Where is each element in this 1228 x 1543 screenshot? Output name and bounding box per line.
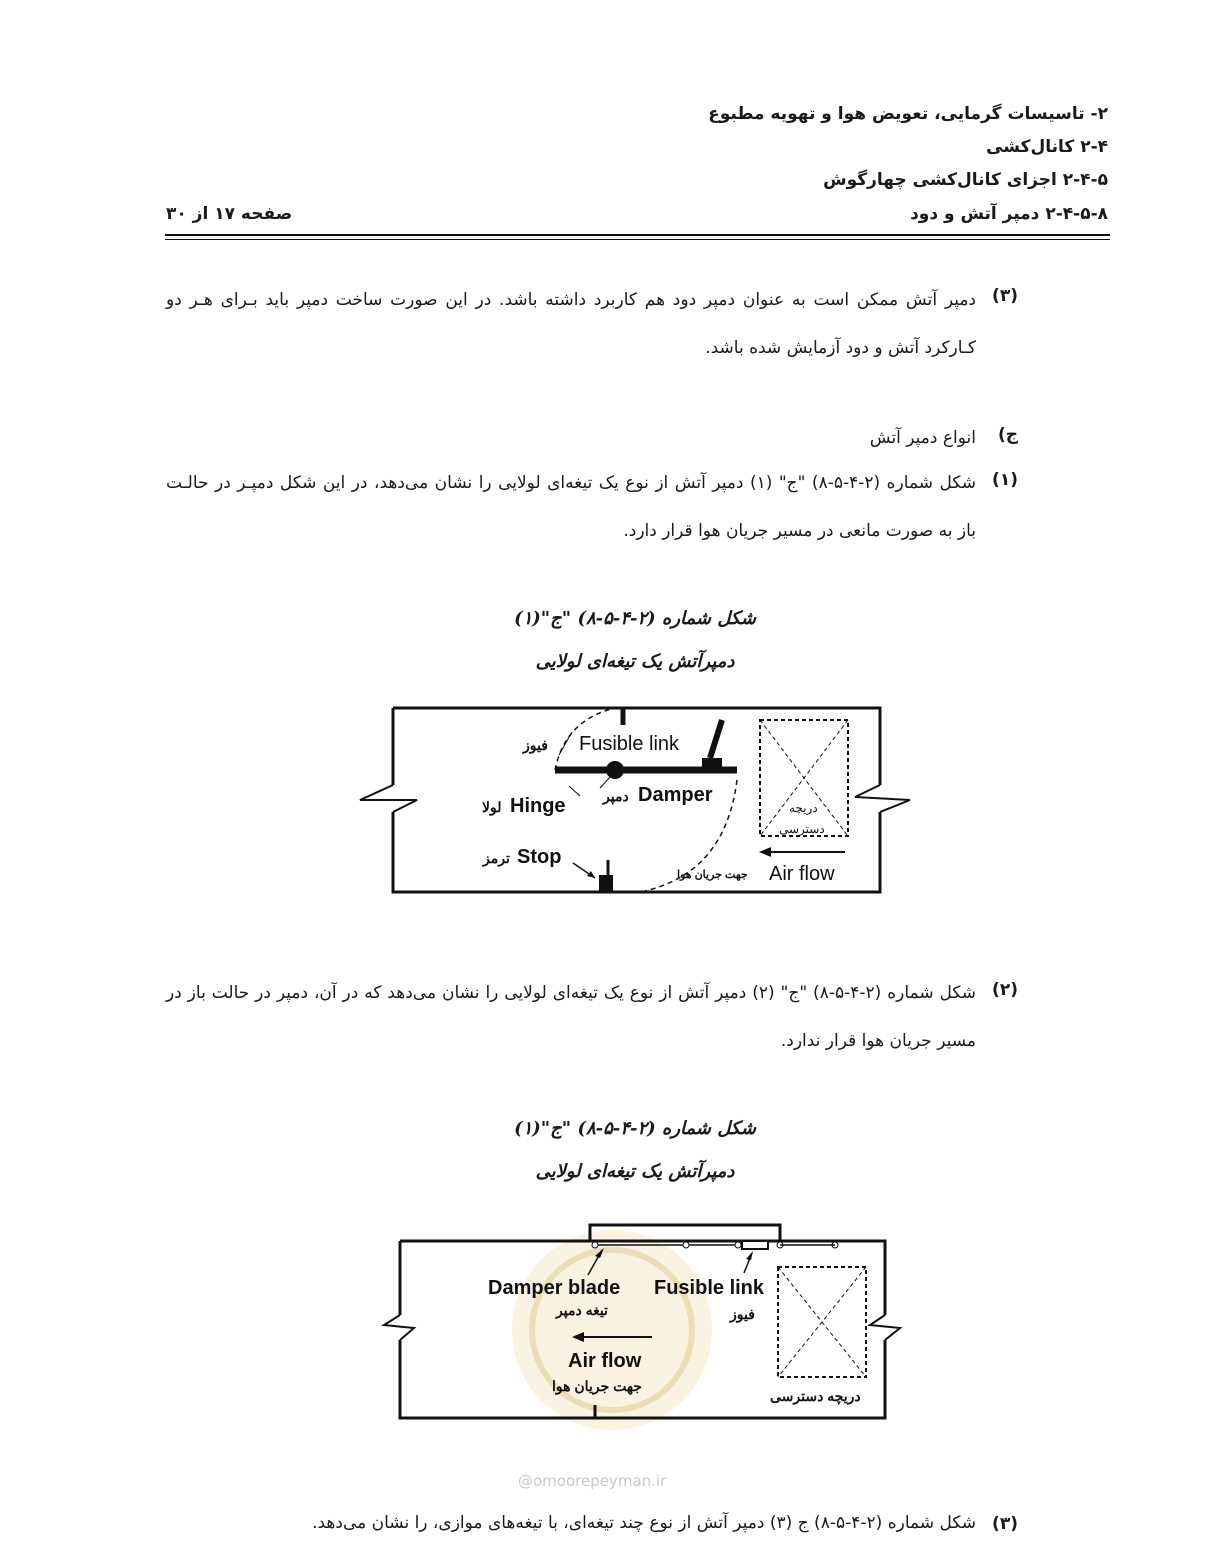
stop-label-fa: ترمز (483, 850, 510, 866)
figure-1-caption-number: شکل شماره (۲-۴-۵-۸) "ج"(۱) (514, 608, 756, 629)
stop-label: Stop (517, 846, 562, 868)
figure-1-diagram (355, 700, 915, 900)
damper-blade-label-fa: تیغه دمپر (556, 1302, 608, 1318)
item-3-marker: (۳) (992, 1514, 1018, 1534)
hinge-label-fa: لولا (482, 799, 502, 815)
fusible-link-bracket (702, 758, 722, 772)
airflow-label: Air flow (568, 1350, 642, 1372)
watermark-text: @omoorepeyman.ir (518, 1472, 667, 1490)
item-3-text: شکل شماره (۲-۴-۵-۸) ج (۳) دمپر آتش از نوع چند تیغه‌ای، با تیغه‌های موازی، را نشان می‌دهد. (312, 1513, 976, 1533)
damper-label: Damper (638, 784, 713, 806)
bottom-stop (599, 875, 613, 892)
break-left (360, 785, 417, 812)
access-door-label: دریچه دسترسی (770, 1388, 861, 1404)
item-1-text: شکل شماره (۲-۴-۵-۸) "ج" (۱) دمپر آتش از نوع یک تیغه‌ای لولایی را نشان می‌دهد، در این شکل دمپـر در حالـت باز به صورت مانعی در مسیر جریان هوا قرار دارد. (166, 473, 976, 541)
break-right (870, 1315, 900, 1340)
fusible-link (710, 720, 722, 758)
figure-2-caption-title: دمپرآتش یک تیغه‌ای لولایی (535, 1161, 735, 1182)
break-left (384, 1315, 414, 1340)
header-topic: ۲-۴-۵-۸ دمپر آتش و دود (910, 204, 1108, 224)
airflow-label: Air flow (769, 863, 835, 885)
break-right (855, 785, 910, 812)
header-chapter: ۲- تاسیسات گرمایی، تعویض هوا و تهویه مطبوع (708, 104, 1108, 124)
damper-blade-label: Damper blade (488, 1277, 621, 1299)
fusible-label-fa: فیوز (730, 1306, 755, 1322)
watermark-logo (512, 1230, 712, 1430)
fusible-link-label: Fusible link (579, 733, 680, 755)
paragraph-marker-3: (۳) (992, 286, 1018, 306)
paragraph-3-text: دمپر آتش ممکن است به عنوان دمپر دود هم کاربرد داشته باشد. در این صورت ساخت دمپر باید بـرای هـر دو کـارکرد آتش و دود آزمایش شده باشد. (166, 290, 976, 358)
figure-2-diagram (380, 1215, 910, 1430)
item-2-text: شکل شماره (۲-۴-۵-۸) "ج" (۲) دمپر آتش از نوع یک تیغه‌ای لولایی را نشان می‌دهد که در آن، دمپر در حالت باز در مسیر جریان هوا قرار ندارد. (166, 983, 976, 1051)
item-1-marker: (۱) (992, 470, 1018, 490)
item-2-marker: (۲) (992, 980, 1018, 1000)
hinge-label: Hinge (510, 795, 566, 817)
figure-2-caption-number: شکل شماره (۲-۴-۵-۸) "ج"(۱) (514, 1118, 756, 1139)
hinge-pin (606, 761, 624, 779)
airflow-label-fa: جهت جریان هوا (552, 1378, 642, 1394)
access-door-label-1: دریچه (789, 801, 818, 815)
damper-label-fa: دمپر (603, 788, 629, 804)
header-subsection: ۲-۴-۵ اجزای کانال‌کشی چهارگوش (823, 170, 1108, 190)
fusible-label-fa: فیوز (523, 737, 548, 753)
access-door-label-2: دسترسی (779, 822, 825, 836)
fusible-link-label: Fusible link (654, 1277, 765, 1299)
header-section: ۲-۴ کانال‌کشی (986, 137, 1108, 157)
figure-1-caption-title: دمپرآتش یک تیغه‌ای لولایی (535, 651, 735, 672)
header-rule-top (165, 234, 1110, 236)
airflow-label-fa: جهت جریان هوا (677, 869, 748, 881)
page-number: صفحه ۱۷ از ۳۰ (166, 204, 293, 224)
section-c-title: انواع دمپر آتش (869, 428, 976, 448)
section-c-marker: ج) (997, 425, 1018, 445)
header-rule-bottom (165, 239, 1110, 240)
fusible-link (742, 1241, 768, 1249)
